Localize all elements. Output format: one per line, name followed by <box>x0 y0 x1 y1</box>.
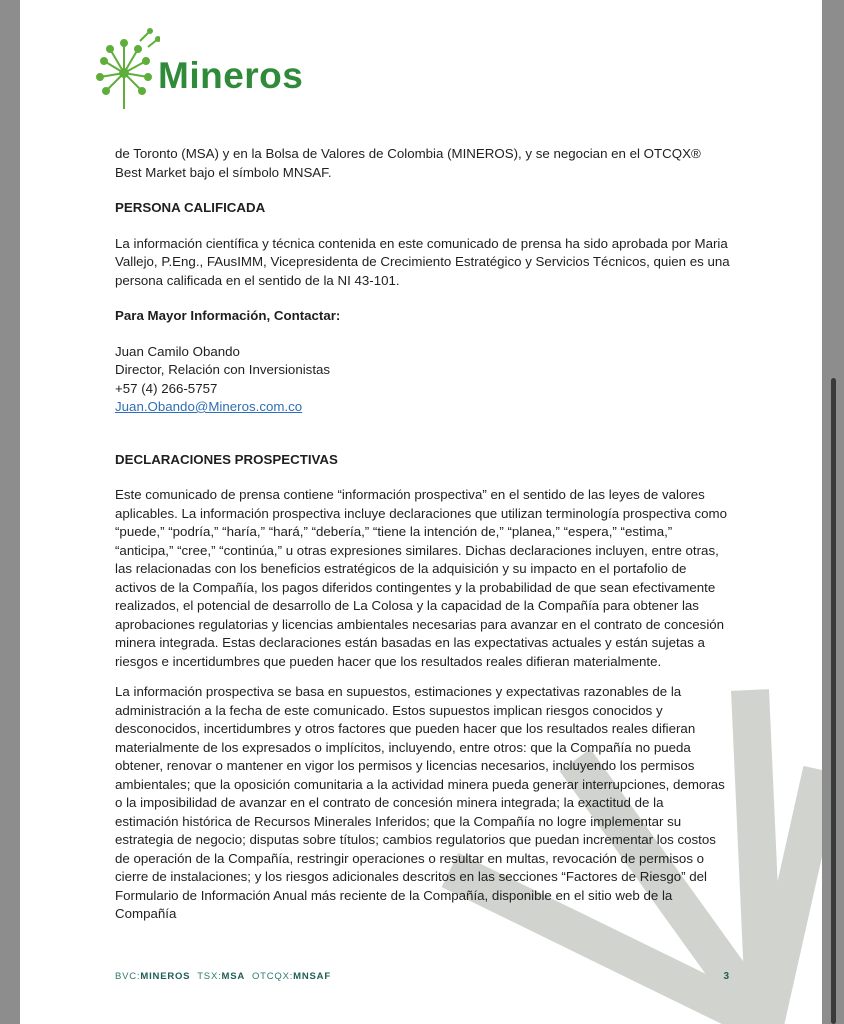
contact-heading: Para Mayor Información, Contactar: <box>115 308 341 323</box>
contact-name: Juan Camilo Obando <box>115 343 240 359</box>
intro-paragraph: de Toronto (MSA) y en la Bolsa de Valores de Colombia (MINEROS), y se negocian en el OTCQX® Best Market bajo el símbolo MNSAF. <box>115 146 701 180</box>
contact-block <box>115 343 730 417</box>
qualified-person-heading: PERSONA CALIFICADA <box>115 200 266 215</box>
scrollbar-track[interactable] <box>822 0 844 1024</box>
footer-bvc-value: MINEROS <box>140 971 191 982</box>
footer-bvc-label: BVC: <box>115 971 141 982</box>
footer-tsx-label: TSX: <box>197 971 222 982</box>
footer-otc-value: MNSAF <box>293 971 331 982</box>
footer-tsx-value: MSA <box>221 971 246 982</box>
scrollbar-thumb[interactable] <box>831 378 836 1024</box>
contact-role: Director, Relación con Inversionistas <box>115 362 331 377</box>
logo-wordmark: Mineros <box>158 55 304 96</box>
dandelion-icon <box>90 25 160 115</box>
forward-looking-heading: DECLARACIONES PROSPECTIVAS <box>115 451 338 467</box>
page-footer <box>115 971 730 982</box>
page-number: 3 <box>723 971 729 982</box>
contact-phone: +57 (4) 266-5757 <box>115 380 218 396</box>
qualified-person-paragraph: La información científica y técnica contenida en este comunicado de prensa ha sido aprobada por Maria Vallejo, P.Eng., FAusIMM, Vicepresidenta de Crecimiento Estratégico y Servicios Técnicos, quien es una persona calificada en el sentido de la NI 43-101. <box>115 235 730 288</box>
forward-looking-paragraph-1: Este comunicado de prensa contiene “información prospectiva” en el sentido de las leyes de valores aplicables. La información prospectiva incluye declaraciones que utilizan terminología prospectiva como “puede,” “podría,” “haría,” “hará,” “debería,” “tiene la intención de,” “planea,” “espera,” “estima,” “anticipa,” “cree,” “continúa,” u otras expresiones similares. Dichas declaraciones incluyen, entre otras, las relacionadas con los beneficios estratégicos de la adquisición y su impacto en el portafolio de activos de la Compañía, los pagos diferidos contingentes y la probabilidad de que sean efectivamente realizados, el potencial de desarrollo de La Colosa y la capacidad de la Compañía para obtener las aprobaciones regulatorias y licencias ambientales necesarias para avanzar en el contrato de concesión minera integrada. Estas declaraciones están basadas en las expectativas actuales y están sujetas a riesgos e incertidumbres que pueden hacer que los resultados reales difieran materialmente. <box>115 487 727 669</box>
forward-looking-paragraph-2: La información prospectiva se basa en supuestos, estimaciones y expectativas razonables de la administración a la fecha de este comunicado. Estos supuestos implican riesgos conocidos y desconocidos, incertidumbres y otros factores que pueden hacer que los resultados reales difieran materialmente de los expresados o implícitos, incluyendo, entre otros: que la Compañía no pueda obtener, renovar o mantener en vigor los permisos y licencias necesarios, incluyendo los permisos ambientales; que la oposición comunitaria a la actividad minera pueda generar interrupciones, demoras o la imposibilidad de avanzar en el contrato de concesión minera integrada; la exactitud de la estimación histórica de Recursos Minerales Inferidos; que la Compañía no logre implementar su estrategia de negocio; disputas sobre títulos; cambios regulatorios que puedan incrementar los costos de operación de la Compañía, restringir operaciones o resultar en multas, revocación de permisos o cierre de instalaciones; y los riesgos adicionales descritos en las secciones “Factores de Riesgo” del Formulario de Información Anual más reciente de la Compañía, disponible en el sitio web de la Compañía <box>115 684 725 921</box>
contact-email-link[interactable]: Juan.Obando@Mineros.com.co <box>115 399 303 414</box>
document-body <box>115 145 730 924</box>
document-page <box>20 0 822 1024</box>
footer-otc-label: OTCQX: <box>251 971 294 982</box>
